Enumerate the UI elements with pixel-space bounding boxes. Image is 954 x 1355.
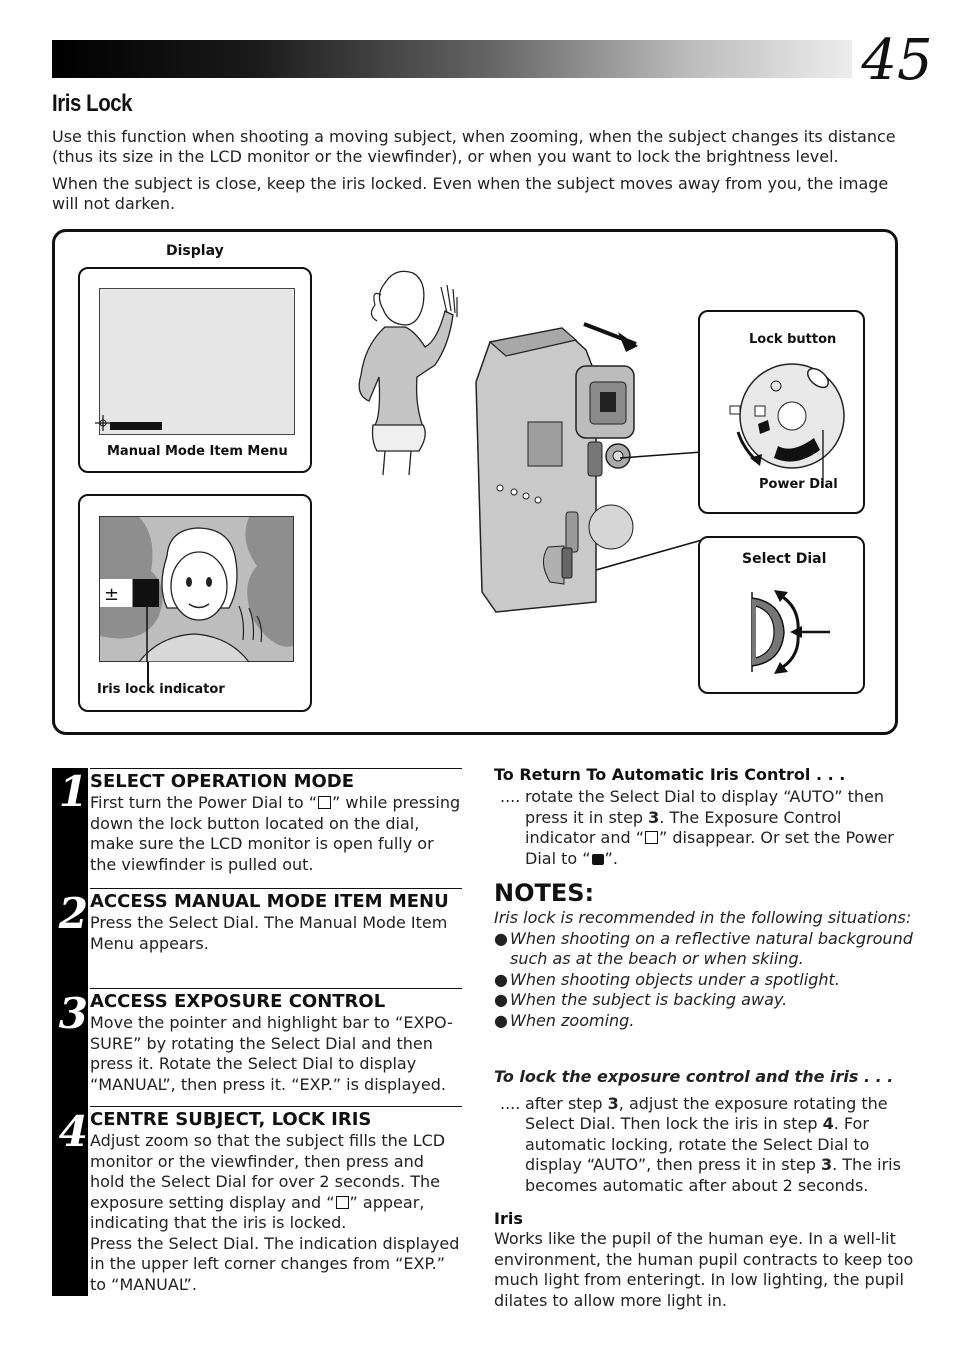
ra-text-c: ” disappear. Or set the Power Dial to “ <box>525 828 894 868</box>
notes-bullet-3: ● When the subject is backing away. <box>494 990 788 1009</box>
step-2-body: Press the Select Dial. The Manual Mode Item Menu appears. <box>90 913 448 953</box>
step-4-body-2: Press the Select Dial. The indication displayed in the upper left corner changes from “EXP.” to “MANUAL”. <box>90 1233 460 1294</box>
notes-title: NOTES: <box>494 879 595 907</box>
notes-bullet-4: ● When zooming. <box>494 1010 635 1030</box>
le-step-ref-3: 3 <box>820 1155 833 1174</box>
notes-bullet-3-text: When the subject is backing away. <box>510 990 788 1009</box>
notes-bullet-2: ● When shooting objects under a spotlight. <box>494 969 840 989</box>
lock-exposure-heading: To lock the exposure control and the iris . . . <box>494 1067 894 1086</box>
step-2 <box>90 888 462 954</box>
lcd-screen-menu <box>99 288 295 435</box>
callout-leader-lines <box>590 440 710 580</box>
step-number-column <box>52 888 88 1296</box>
le-text-d: . The iris becomes automatic after about 2 seconds. <box>525 1155 901 1195</box>
select-dial-callout <box>698 536 865 694</box>
iris-section <box>494 1209 914 1311</box>
display-panel-subject <box>78 494 312 712</box>
return-auto-dots: .... <box>500 787 521 806</box>
step-4-body <box>90 1131 462 1234</box>
step-1 <box>90 768 462 875</box>
step-1-rule <box>90 768 462 769</box>
notes-bullet-2-text: When shooting objects under a spotlight. <box>510 969 840 989</box>
box-mode-icon <box>336 1196 349 1209</box>
notes-bullet-1-text: When shooting on a reflective natural background such as at the beach or when skiing. <box>510 928 913 968</box>
step-3 <box>90 988 462 1095</box>
le-step-ref-1: 3 <box>607 1093 619 1113</box>
iris-lock-indicator-label: Iris lock indicator <box>97 682 225 697</box>
svg-text:±: ± <box>104 584 120 605</box>
iris-heading: Iris <box>494 1209 523 1228</box>
step-4-rule <box>90 1106 462 1107</box>
intro-paragraph-1: Use this function when shooting a moving subject, when zooming, when the subject changes its distance (thus its size in the LCD monitor or the viewfinder), or when you want to lock the brightness level. <box>52 127 896 166</box>
lock-exposure-body <box>525 1094 914 1197</box>
step-1-number <box>52 768 88 888</box>
le-text-a: after step <box>525 1093 608 1113</box>
box-mode-icon <box>645 831 658 844</box>
step-4 <box>90 1106 462 1295</box>
notes-section <box>494 878 914 1031</box>
step-3-body: Move the pointer and highlight bar to “EXPO-SURE” by rotating the Select Dial and then press it. Rotate the Select Dial to display “MANUAL”, then press it. “EXP.” is displayed. <box>90 1013 453 1094</box>
box-mode-icon <box>318 796 331 809</box>
le-text-c: . For automatic locking, rotate the Select Dial to display “AUTO”, then press it in step <box>525 1114 870 1174</box>
step-4-heading: CENTRE SUBJECT, LOCK IRIS <box>90 1109 372 1130</box>
header-gradient-bar <box>52 40 852 78</box>
lcd-screen-subject <box>99 516 294 662</box>
step-4-number: 4 <box>58 1107 88 1156</box>
return-auto-section <box>494 765 914 869</box>
full-auto-mode-icon <box>592 854 604 865</box>
le-text-b: , adjust the exposure rotating the Select Dial. Then lock the iris in step <box>525 1093 888 1133</box>
step-1-body-b: ” while pressing down the lock button located on the dial, make sure the LCD monitor is open fully or the viewfinder is pulled out. <box>90 793 461 874</box>
step-1-heading: SELECT OPERATION MODE <box>90 771 355 792</box>
ra-text-b: . The Exposure Control indicator and “ <box>525 807 842 847</box>
manual-mode-menu-label: Manual Mode Item Menu <box>107 444 288 459</box>
step-4-body-a: Adjust zoom so that the subject fills the LCD monitor or the viewfinder, then press and hold the Select Dial for over 2 seconds. The exposure setting display and “ <box>90 1131 446 1212</box>
lock-exposure-section <box>494 1067 914 1196</box>
select-dial-icon <box>734 588 834 678</box>
step-2-rule <box>90 888 462 889</box>
pointer-icon <box>94 414 112 432</box>
display-panel-menu <box>78 267 312 473</box>
page-number: 45 <box>861 28 933 93</box>
lock-exposure-dots: .... <box>500 1093 521 1113</box>
iris-body: Works like the pupil of the human eye. In a well-lit environment, the human pupil contracts to keep too much light from enteringt. In low lighting, the pupil dilates to allow more light in. <box>494 1229 914 1310</box>
return-auto-heading: To Return To Automatic Iris Control . . . <box>494 765 846 784</box>
woman-waving-illustration <box>345 265 465 475</box>
notes-bullet-4-text: When zooming. <box>510 1010 635 1030</box>
select-dial-label: Select Dial <box>742 551 827 567</box>
step-1-body <box>90 793 462 875</box>
step-3-heading: ACCESS EXPOSURE CONTROL <box>90 991 386 1012</box>
ra-text-d: ”. <box>604 848 618 868</box>
indicator-leader-line <box>147 662 149 684</box>
step-2-heading: ACCESS MANUAL MODE ITEM MENU <box>90 891 449 912</box>
intro-paragraph-2: When the subject is close, keep the iris locked. Even when the subject moves away from you, the image will not darken. <box>52 174 889 213</box>
ra-text-a: rotate the Select Dial to display “AUTO” then press it in step <box>525 787 884 827</box>
step-3-number: 3 <box>58 989 88 1038</box>
step-1-number-text: 1 <box>58 767 88 816</box>
ra-step-ref: 3 <box>648 807 660 827</box>
notes-bullet-1: ● When shooting on a reflective natural background such as at the beach or when skiing. <box>494 928 913 968</box>
section-title: Iris Lock <box>52 90 133 117</box>
step-4-body-b: ” appear, indicating that the iris is locked. <box>90 1192 425 1232</box>
step-3-rule <box>90 988 462 989</box>
step-1-body-a: First turn the Power Dial to “ <box>90 793 318 812</box>
step-2-number: 2 <box>58 889 88 938</box>
power-dial-icon <box>720 358 850 488</box>
return-auto-body <box>525 787 914 869</box>
lock-button-label: Lock button <box>749 332 837 347</box>
menu-highlight-bar <box>110 422 162 430</box>
notes-intro: Iris lock is recommended in the following situations: <box>494 908 912 927</box>
power-dial-label: Power Dial <box>759 477 838 492</box>
le-step-ref-2: 4 <box>822 1114 834 1133</box>
display-label: Display <box>166 243 224 259</box>
power-dial-callout <box>698 310 865 514</box>
